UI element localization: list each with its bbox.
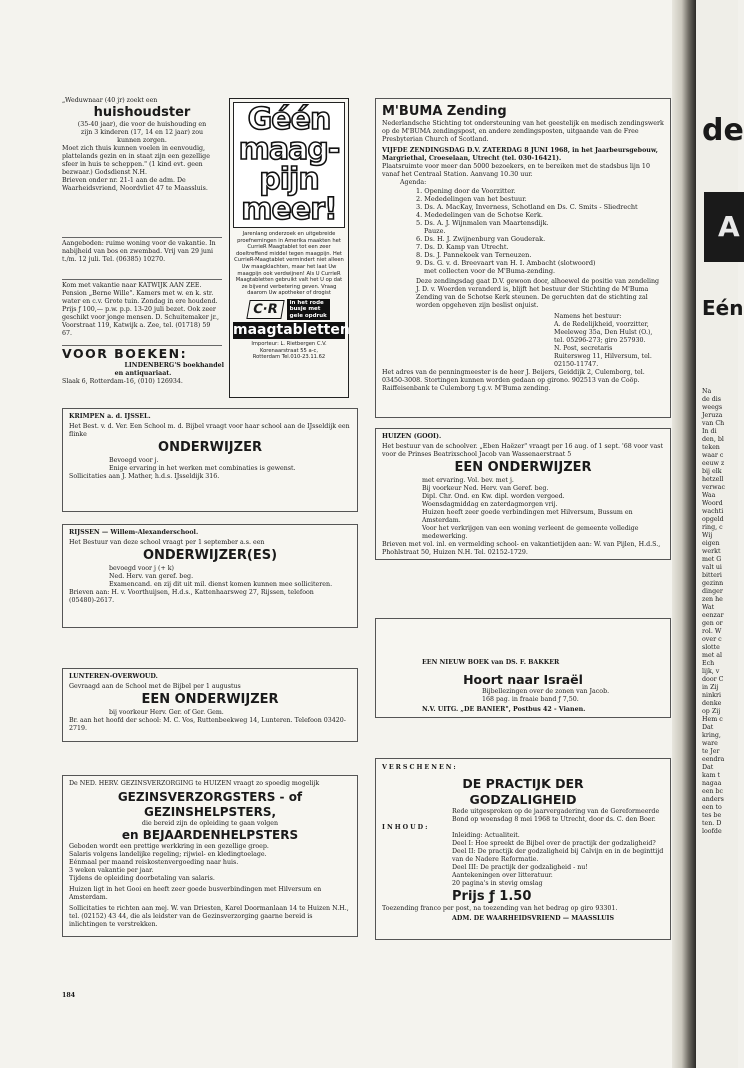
ad-pill-body: Jarenlang onderzoek en uitgebreide proefnemingen in Amerika maakten het CurrieR Maagtablet tot een zeer doeltreffend middel tegen maagpijn. Het CurrieR-Maagtablet vermindert niet alleen Uw maagklachten, maar het laat Uw maagpijn ook verdwijnen! Als U CurrieR Maagtabletten gebruikt valt het U op dat ze bijvend verbetering geven. Vraag daarom Uw apotheker of drogist [234, 231, 344, 297]
mbuma-title: M'BUMA Zending [382, 104, 507, 119]
adjacent-line: verwac [702, 484, 725, 491]
mbuma-foot: Het adres van de penningmeester is de heer J. Beijers, Geiddijk 2, Culemborg, tel. 03450-3008. Stortingen kunnen worden gedaan op gironо. 902513 van de Coöp. Raiffeisenbank te Culemborg t.g.v. M'Buma zending. [382, 369, 645, 392]
bakker-l2: 168 pag. in fraaie band ƒ 7,50. [482, 696, 579, 703]
huizen-l3: Dipl. Chr. Ond. en Kw. dipl. worden vergoed. [422, 493, 565, 500]
toc-item: Aantekeningen over litteratuur. [452, 872, 553, 879]
rijssen-title: ONDERWIJZER(ES) [142, 548, 278, 563]
lunteren-title: EEN ONDERWIJZER [141, 692, 279, 707]
agenda-item: 2. Mededelingen van het bestuur. [416, 195, 527, 203]
adjacent-line: Wat [702, 604, 715, 611]
ad-word-maag: maag- [238, 132, 340, 167]
adjacent-line: gen or [702, 620, 723, 627]
hh-body3: Brieven onder nr. 21-1 aan de adm. De Waarheidsvriend, Noordvliet 47 te Maassluis. [62, 177, 208, 192]
ad-imp3: Rotterdam Tel.010-23.11.62 [252, 354, 326, 361]
agenda-item: 9. Ds. G. v. d. Breevaart van H. I. Ambacht (slotwoord) [416, 259, 596, 267]
adjacent-line: de dis [702, 396, 722, 403]
gezins-l5: Tijdens de opleiding doorbetaling van salaris. [69, 875, 215, 882]
praktijk-send: Toezending franco per post, na toezending van het bedrag op giro 93301. [382, 905, 618, 912]
bakker-l1: Bijbellezingen over de zonen van Jacob. [482, 688, 610, 695]
adjacent-line: ring, c [702, 524, 723, 531]
mbuma-plaats: Plaatsruimte voor meer dan 5000 bezoekers, en te bereiken met de stadsbus lijn 10 vanaf het Centraal Station. Aanvang 10.30 uur. [382, 163, 650, 178]
bakker-title: Hoort naar Israël [463, 672, 583, 687]
huizen-l6: Voor het verkrijgen van een woning verleent de gemeente volledige medewerking. [422, 525, 639, 540]
gezins-l6: Huizen ligt in het Gooi en heeft zeer goede busverbindingen met Hilversum en Amsterdam. [69, 886, 322, 901]
adjacent-line: eigen [702, 540, 720, 547]
adjacent-line: met al [702, 652, 722, 659]
adjacent-headline: de [702, 113, 744, 148]
adjacent-line: eenzar [702, 612, 724, 619]
adjacent-line: Dat [702, 724, 714, 731]
katwijk-ad [62, 282, 222, 344]
adjacent-line: kring, [702, 732, 721, 739]
adjacent-page [696, 0, 744, 1068]
adjacent-line: Jeruza [702, 412, 723, 419]
gezins-title2: GEZINSHELPSTERS, [143, 805, 277, 819]
adjacent-line: Dat [702, 764, 714, 771]
mbuma-agenda: Agenda: [400, 179, 427, 186]
mbuma-date: VIJFDE ZENDINGSDAG D.V. ZATERDAG 8 JUNI 1968, in het Jaarbeursgebouw, Margriethal, Croeselaan, Utrecht (tel. 030-16421). [382, 147, 658, 162]
adjacent-line: opgeld [702, 516, 724, 523]
praktijk-ad [375, 758, 671, 940]
rijssen-ad [62, 524, 358, 628]
praktijk-price: Prijs ƒ 1.50 [452, 889, 532, 904]
agenda-item: 6. Ds. H. J. Zwijnenburg van Gouderak. [416, 235, 546, 243]
rijssen-l4: Brieven aan: H. v. Voorthuijsen, H.d.s., Kattenhaarsweg 27, Rijssen, telefoon (05480)-2617. [69, 589, 314, 604]
boeken-line1: LINDENBERG'S boekhandel [124, 362, 224, 369]
sig-line: tel. 05296-273; giro 257930. [554, 337, 646, 344]
hh-title: huishoudster [93, 105, 191, 120]
adjacent-line: teken [702, 444, 720, 451]
adjacent-line: eeuw z [702, 460, 725, 467]
ad-brand: maagtabletten [233, 322, 350, 339]
adjacent-line: ninkri [702, 692, 721, 699]
krimpen-title: ONDERWIJZER [158, 440, 262, 455]
sig-line: Namens het bestuur: [554, 313, 622, 320]
toc-item: Deel III: De practijk der godzaligheid - nu! [452, 864, 588, 871]
adjacent-line: wachti [702, 508, 724, 515]
adjacent-line: in Zij [702, 684, 719, 691]
sig-line: N. Post, secretaris [554, 345, 613, 352]
adjacent-line: nagaa [702, 780, 722, 787]
sig-line: A. de Redelijkheid, voorzitter, [554, 321, 649, 328]
agenda-item: 8. Ds. J. Pannekoek van Terneuzen. [416, 251, 532, 259]
adjacent-line: den, bl [702, 436, 724, 443]
adjacent-line: Waa [702, 492, 716, 499]
hh-body2: Moet zich thuis kunnen voelen in eenvoudig, plattelands gezin en in staat zijn een gezellige sfeer in huis te scheppen." (1 kind evt. geen bezwaar.) Godsdienst N.H. [62, 145, 210, 176]
adjacent-line: denke [702, 700, 722, 707]
adjacent-line: te Jer [702, 748, 720, 755]
adjacent-line: kam t [702, 772, 721, 779]
huizen-head: HUIZEN (GOOI). [382, 433, 442, 440]
agenda-item: 7. Ds. D. Kamp van Utrecht. [416, 243, 509, 251]
rijssen-head: RIJSSEN — Willem-Alexanderschool. [69, 529, 199, 536]
praktijk-verschenen: VERSCHENEN: [382, 764, 458, 771]
adjacent-line: bitteri [702, 572, 722, 579]
gezins-title3: en BEJAARDENHELPSTERS [121, 828, 299, 842]
page-gutter [672, 0, 696, 1068]
adjacent-line: een bc [702, 788, 724, 795]
currier-logo: C·R [246, 300, 284, 319]
boeken-line3: Slaak 6, Rotterdam-16, (010) 126934. [62, 378, 183, 385]
adjacent-column [702, 388, 725, 836]
adjacent-banner [704, 192, 744, 262]
adjacent-line: Na [702, 388, 712, 395]
adjacent-subhead: Eén [702, 296, 744, 320]
ad-side1: in het rode [289, 299, 324, 306]
rijssen-l1: bevoegd voor j (+ k) [109, 565, 175, 572]
sig-line: Ruitersweg 11, Hilversum, tel. [554, 353, 652, 360]
bakker-intro: EEN NIEUW BOEK van DS. F. BAKKER [422, 659, 560, 666]
gezins-title1: GEZINSVERZORGSTERS - of [117, 790, 303, 804]
ruime-text: Aangeboden: ruime woning voor de vakantie. In nabijheid van bos en zwembad. Vrij van 29 juni t./m. 12 juli. Tel. (06385) 10270. [62, 240, 216, 263]
boeken-title: VOOR BOEKEN: [62, 346, 188, 361]
adjacent-line: Wij [702, 532, 713, 539]
sig-line: 02150-11747. [554, 361, 599, 368]
page-number: 184 [62, 992, 76, 999]
lunteren-head: LUNTEREN-OVERWOUD. [69, 673, 158, 680]
ad-pill-logo-row [230, 299, 348, 321]
adjacent-banner-letter: A [718, 210, 740, 243]
huizen-l4: Woensdagmiddag en zaterdagmorgen vrij. [422, 501, 558, 508]
ad-side2: busje met [289, 306, 321, 313]
huizen-intro: Het bestuur van de schoolver. „Eben Haëzer" vraagt per 16 aug. of 1 sept. '68 voor vast voor de Prinses Beatrixschool Jacob van Wassenaerstraat 5 [382, 443, 664, 458]
agenda-item: met collecten voor de M'Buma-zending. [424, 267, 556, 275]
adjacent-line: een to [702, 804, 722, 811]
krimpen-l3: Sollicitaties aan J. Mather, h.d.s. IJsseldijk 316. [69, 473, 220, 480]
adjacent-line: op Zij [702, 708, 721, 715]
krimpen-l2: Enige ervaring in het werken met combinaties is gewenst. [109, 465, 296, 472]
adjacent-line: tes be [702, 812, 722, 819]
praktijk-title1: DE PRACTIJK DER [462, 776, 584, 791]
adjacent-line: rol. W [702, 628, 722, 635]
gezins-l1: Geboden wordt een prettige werkkring in een gezellige groep. [69, 843, 269, 850]
maagtabletten-ad [229, 98, 349, 398]
divider [62, 279, 222, 280]
bakker-ad [375, 618, 671, 718]
mbuma-signature [382, 313, 664, 369]
krimpen-head: KRIMPEN a. d. IJSSEL. [69, 413, 151, 420]
ad-imp2: Korenaarstraat 55 a-c, [259, 347, 319, 354]
mbuma-intro: Nederlandsche Stichting tot ondersteuning van het geestelijk en medisch zendingswerk op de M'BUMA zendingspost, en andere zendingsposten, uitgaande van de Free Presbyterian Church of Scotland. [382, 120, 664, 143]
bakker-l3: N.V. UITG. „DE BANIER", Postbus 42 - Vianen. [422, 706, 586, 713]
adjacent-line: bij elk [702, 468, 722, 475]
agenda-item: 5. Ds. A. J. Wijnmalen van Maartensdijk. [416, 219, 549, 227]
huizen-l2: Bij voorkeur Ned. Herv. van Geref. beg. [422, 485, 549, 492]
rijssen-l2: Ned. Herv. van geref. beg. [109, 573, 194, 580]
praktijk-toc [382, 832, 664, 888]
huizen-details [382, 477, 664, 541]
gezins-l4: 3 weken vakantie per jaar. [69, 867, 154, 874]
adjacent-line: van Ch [702, 420, 725, 427]
adjacent-line: Ech [702, 660, 715, 667]
mbuma-agenda-list [382, 187, 664, 275]
boeken-ad [62, 346, 224, 396]
adjacent-line: ware [702, 740, 718, 747]
adjacent-line: lijk, v [702, 668, 720, 675]
agenda-item: 4. Mededelingen van de Schotse Kerk. [416, 211, 543, 219]
adjacent-line: In di [702, 428, 717, 435]
huizen-l5: Huizen heeft zeer goede verbindingen met Hilversum, Bussum en Amsterdam. [422, 509, 633, 524]
toc-item: Deel II: De practijk der godzaligheid bij Calvijn en in de beginttijd van de Nadere Reformatie. [452, 848, 664, 863]
lunteren-l1: bij voorkeur Herv. Ger. of Ger. Gem. [109, 709, 224, 716]
praktijk-adm: ADM. DE WAARHEIDSVRIEND — MAASSLUIS [452, 915, 615, 922]
toc-item: 20 pagina's in stevig omslag [452, 880, 543, 887]
adjacent-line: Woord [702, 500, 723, 507]
divider [62, 237, 222, 238]
gezins-intro: De NED. HERV. GEZINSVERZORGING te HUIZEN vraagt zo spoedig mogelijk [69, 780, 320, 787]
adjacent-line: loofde [702, 828, 722, 835]
adjacent-line: valt ui [702, 564, 722, 571]
gezins-l7: Sollicitaties te richten aan mej. W. van Driesten, Karel Doormanlaan 14 te Huizen N.H., tel. (02152) 43 44, die als leidster van de Gezinsverzorging gaarne bereid is inlichtingen te verstrekken. [69, 905, 349, 928]
adjacent-line: weegs [702, 404, 723, 411]
gezins-mid: die bereid zijn de opleiding te gaan volgen [141, 820, 279, 827]
lunteren-l2: Br. aan het hoofd der school: M. C. Vos, Ruttenbeekweg 14, Lunteren. Telefoon 03420-2719. [69, 717, 346, 732]
adjacent-line: waar c [702, 452, 724, 459]
mbuma-ad [375, 98, 671, 418]
toc-item: Deel I: Hoe spreekt de Bijbel over de practijk der godzaligheid? [452, 840, 656, 847]
lunteren-intro: Gevraagd aan de School met de Bijbel per 1 augustus [69, 683, 241, 690]
adjacent-line: met G [702, 556, 722, 563]
praktijk-inhoud: INHOUD: [382, 824, 430, 831]
adjacent-line: ten. D [702, 820, 722, 827]
adjacent-line: gezinn [702, 580, 724, 587]
adjacent-line: Hem c [702, 716, 723, 723]
huizen-l7: Brieven met vol. inl. en vermelding school- en vakantietijden aan: W. van Pijlen, H.d.S., Phohlstraat 50, Huizen N.H. Tel. 02152-1729. [382, 541, 661, 556]
ad-word-pijn: pijn [259, 162, 319, 197]
gezinsverzorging-ad [62, 775, 358, 937]
ruime-woning-ad [62, 240, 222, 278]
adjacent-line: slotte [702, 644, 720, 651]
huizen-l1: met ervaring. Vol. bev. met j. [422, 477, 514, 484]
adjacent-line: door C [702, 676, 724, 683]
adjacent-line: hetzell [702, 476, 724, 483]
hh-body1: (35-40 jaar), die voor de huishouding en zijn 3 kinderen (17, 14 en 12 jaar) zou kunnen zorgen. [77, 121, 207, 144]
rijssen-l3: Examencand. en zij dit uit mil. dienst komen kunnen mee solliciteren. [109, 581, 333, 588]
agenda-item: 3. Ds. A. MacKay, Inverness, Schotland en Ds. C. Smits - Sliedrecht [416, 203, 638, 211]
katwijk-text: Kom met vakantie naar KATWIJK AAN ZEE. Pension „Berne Wille". Kamers met w. en k. str. water en c.v. Grote tuin. Zondag in ere houdend. Prijs ƒ 100,— p.w. p.p. 13-20 juli bezet. Ook zeer geschikt voor jonge mensen. D. Schuitemaker jr., Voorstraat 119, Katwijk a. Zee, tel. (01718) 59 67. [62, 282, 220, 337]
huishoudster-ad [62, 97, 222, 237]
adjacent-line: werkt [702, 548, 721, 555]
krimpen-ad [62, 408, 358, 512]
agenda-item: 1. Opening door de Voorzitter. [416, 187, 516, 195]
adjacent-line: anders [702, 796, 724, 803]
krimpen-l1: Bevoegd voor j. [109, 457, 159, 464]
huizen-ad [375, 428, 671, 560]
krimpen-intro: Het Best. v. d. Ver. Een School m. d. Bijbel vraagt voor haar school aan de IJsseldijk een flinke [69, 423, 350, 438]
praktijk-title2: GODZALIGHEID [469, 792, 577, 807]
ad-word-meer: meer! [241, 192, 337, 227]
adjacent-line: eendra [702, 756, 725, 763]
adjacent-line: zen he [702, 596, 723, 603]
agenda-item: Pauze. [424, 227, 446, 235]
toc-item: Inleiding: Actualiteit. [452, 832, 520, 839]
huizen-title: EEN ONDERWIJZER [454, 460, 592, 475]
lunteren-ad [62, 668, 358, 742]
ad-imp1: Importeur: L. Rietbergen C.V. [251, 341, 327, 348]
boeken-line2: en antiquariaat. [114, 370, 172, 377]
sig-line: Meeleweg 35a, Den Hulst (O.), [554, 329, 653, 336]
adjacent-line: over c [702, 636, 722, 643]
mbuma-note: Deze zendingsdag gaat D.V. gewoon door, alhoewel de positie van zendeling J. D. v. Woerden veranderd is, blijft het bestuur der Stichting de M'Buma Zending van de Schotse Kerk steunen. De geruchten dat de stichting zal worden opgeheven zijn beslist onjuist. [416, 278, 660, 309]
adjacent-line: dinger [702, 588, 723, 595]
hh-intro: „Weduwnaar (40 jr) zoekt een [62, 97, 158, 104]
ad-side3: gele opdruk [289, 312, 327, 319]
rijssen-intro: Het Bestuur van deze school vraagt per 1 september a.s. een [69, 539, 265, 546]
gezins-l3: Eénmaal per maand reiskostenvergoeding naar huis. [69, 859, 239, 866]
ad-word-geen: Géén [247, 102, 331, 137]
gezins-l2: Salaris volgens landelijke regeling; rijwiel- en kledingtoelage. [69, 851, 267, 858]
praktijk-sub: Rede uitgesproken op de jaarvergadering van de Gereformeerde Bond op woensdag 8 mei 1968 te Utrecht, door ds. C. den Boer. [452, 808, 660, 823]
